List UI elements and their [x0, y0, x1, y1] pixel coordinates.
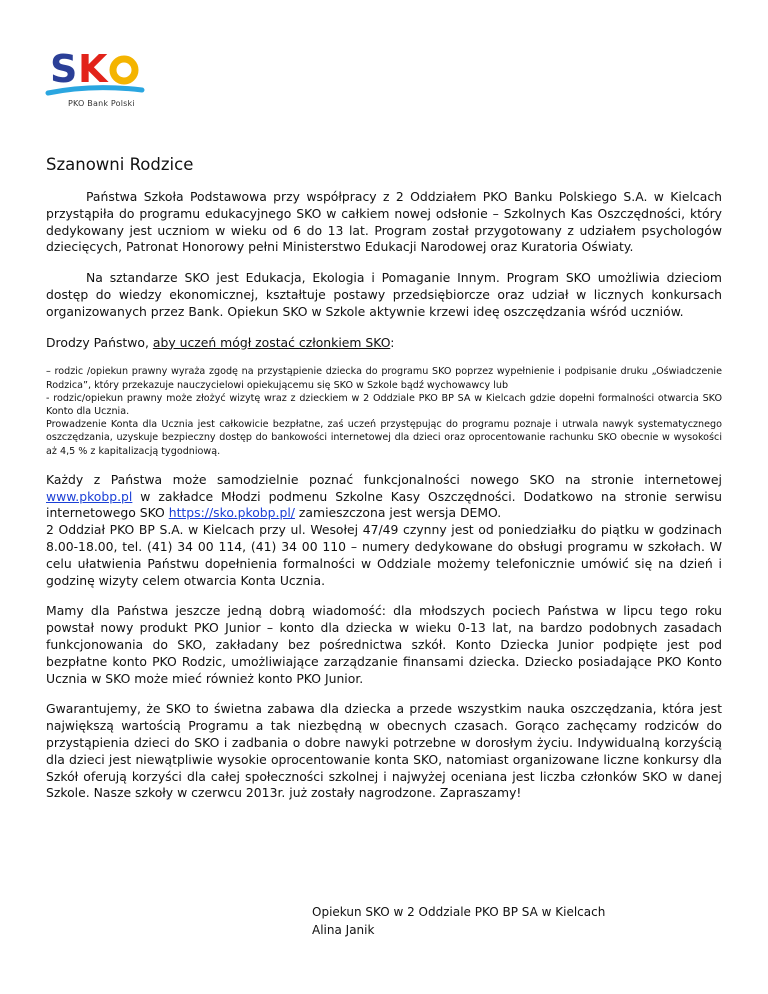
join-heading-text: Drodzy Państwo,: [46, 334, 153, 350]
join-heading-underlined: aby uczeń mógł zostać członkiem SKO: [152, 334, 391, 350]
join-heading-colon: :: [390, 334, 395, 350]
letter-title: Szanowni Rodzice: [46, 155, 194, 174]
logo-subtext: PKO Bank Polski: [68, 99, 135, 108]
paragraph-junior: Mamy dla Państwa jeszcze jedną dobrą wiadomość: dla młodszych pociech Państwa w lipcu tego roku powstał nowy produkt PKO Junior – konto dla dziecka w wieku 0-13 lat, na bardzo podobnych zasadach funkcjonowania do SKO, zakładany bez pośrednictwa szkół. Konto Dziecka Junior podpięte jest pod bezpłatne konto PKO Rodzic, umożliwiające zarządzanie finansami dziecka. Dziecko posiadające PKO Konto Ucznia w SKO może mieć również konto PKO Junior.: [46, 603, 722, 686]
svg-text:K: K: [78, 47, 108, 91]
paragraph-closing: Gwarantujemy, że SKO to świetna zabawa dla dziecka a przede wszystkim nauka oszczędzania, która jest największą wartością Programu a tak niezbędną w obecnych czasach. Gorąco zachęcamy rodziców do przystąpienia dzieci do SKO i zadbania o dobre nawyki potrzebne w dorosłym życiu. Indywidualną korzyścią dla dzieci jest niewątpliwie wysokie oprocentowanie konta SKO, natomiast organizowane liczne konkursy dla Szkół oferują korzyści dla całej społeczności szkolnej i najwyżej oceniana jest liczba członków SKO w danej Szkole. Nasze szkoły w czerwcu 2013r. już zostały nagrodzone. Zapraszamy!: [46, 701, 722, 801]
signature-role: Opiekun SKO w 2 Oddziale PKO BP SA w Kielcach: [312, 905, 606, 919]
paragraph-mission: Na sztandarze SKO jest Edukacja, Ekologia i Pomaganie Innym. Program SKO umożliwia dzieciom dostęp do wiedzy ekonomicznej, kształtuje postawy przedsiębiorcze oraz udział w licznych konkursach organizowanych przez Bank. Opiekun SKO w Szkole aktywnie krzewi ideę oszczędzania wśród uczniów.: [46, 270, 722, 319]
sko-logo-mark: [42, 38, 152, 100]
paragraph-branch-info: 2 Oddział PKO BP S.A. w Kielcach przy ul. Wesołej 47/49 czynny jest od poniedziałku do piątku w godzinach 8.00-18.00, tel. (41) 34 00 114, (41) 34 00 110 – numery dedykowane do obsługi programu w szkołach. W celu ułatwienia Państwu dopełnienia formalności w Oddziale możemy telefonicznie umówić się na dzień i godzinę wizyty celem otwarcia Konta Ucznia.: [46, 522, 722, 588]
signature: [312, 903, 605, 939]
website-text-c: zamieszczona jest wersja DEMO.: [294, 505, 502, 521]
step-visit: - rodzic/opiekun prawny może złożyć wizytę wraz z dzieckiem w 2 Oddziale PKO BP SA w Kielcach gdzie dopełni formalności otwarcia SKO Konto dla Ucznia.: [46, 392, 722, 417]
sko-demo-link[interactable]: https://sko.pkobp.pl/: [168, 505, 295, 521]
pkobp-link[interactable]: www.pkobp.pl: [46, 488, 133, 504]
paragraph-intro: Państwa Szkoła Podstawowa przy współpracy z 2 Oddziałem PKO Banku Polskiego S.A. w Kielcach przystąpiła do programu edukacyjnego SKO w całkiem nowej odsłonie – Szkolnych Kas Oszczędności, który dedykowany jest uczniom w wieku od 6 do 13 lat. Program został przygotowany z udziałem psychologów dziecięcych, Patronat Honorowy pełni Ministerstwo Edukacji Narodowej oraz Kuratoria Oświaty.: [46, 189, 722, 255]
account-info: Prowadzenie Konta dla Ucznia jest całkowicie bezpłatne, zaś uczeń przystępując do programu poznaje i utrwala nawyk systematycznego oszczędzania, uzyskuje bezpieczny dostęp do bankowości internetowej dla dzieci oraz oprocentowanie rachunku SKO obecnie w wysokości aż 4,5 % z kapitalizacją tygodniową.: [46, 419, 722, 457]
svg-text:S: S: [50, 47, 78, 91]
website-text-a: Każdy z Państwa może samodzielnie poznać funkcjonalności nowego SKO na stronie internetowej: [46, 471, 722, 487]
website-text-b: w zakładce Młodzi podmenu Szkolne Kasy Oszczędności. Dodatkowo na stronie serwisu internetowego SKO: [46, 488, 722, 521]
step-consent: – rodzic /opiekun prawny wyraża zgodę na przystąpienie dziecka do programu SKO poprzez wypełnienie i podpisanie druku „Oświadczenie Rodzica”, który przekazuje nauczycielowi opiekującemu się SKO w Szkole bądź wychowawcy lub: [46, 366, 722, 391]
letter-body: [46, 189, 722, 802]
paragraph-website: [46, 472, 722, 522]
signature-name: Alina Janik: [312, 923, 375, 937]
paragraph-join-heading: [46, 335, 722, 352]
